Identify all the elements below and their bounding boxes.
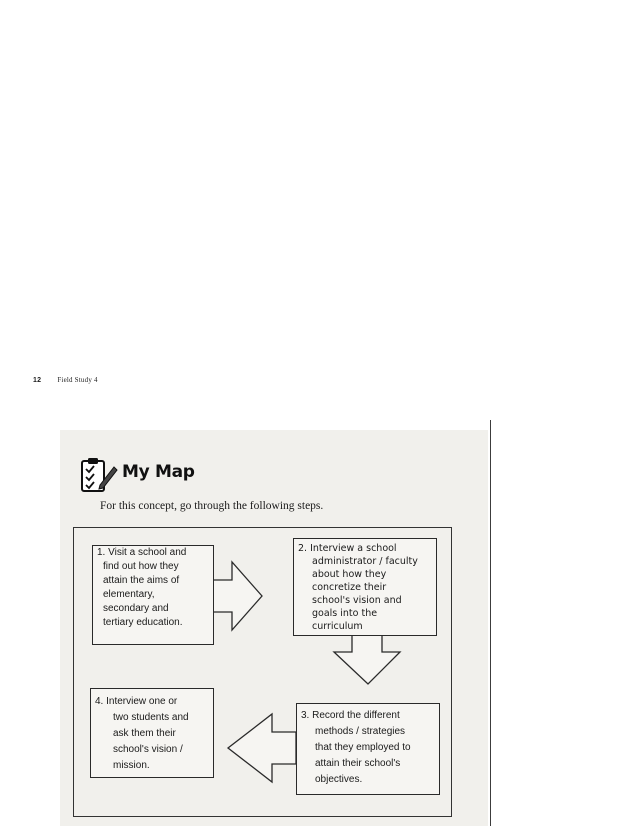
arrow-down-icon — [334, 634, 400, 684]
step-1-line: tertiary education. — [103, 617, 183, 628]
step-3-line: attain their school's — [315, 758, 401, 769]
step-3-line: objectives. — [315, 774, 363, 785]
step-3-line: that they employed to — [315, 742, 411, 753]
step-1-line: secondary and — [103, 603, 169, 614]
running-title: Field Study 4 — [57, 376, 98, 384]
step-4-box — [90, 688, 214, 778]
arrow-right-icon — [212, 562, 262, 630]
instruction-text: For this concept, go through the following steps. — [100, 500, 324, 512]
step-2-line: about how they — [312, 569, 387, 580]
step-3-box — [296, 703, 440, 795]
arrow-left-icon — [228, 714, 296, 782]
step-1-line: find out how they — [103, 561, 179, 572]
step-4-line: school's vision / — [113, 744, 183, 755]
section-title: My Map — [122, 462, 195, 482]
step-2-box — [293, 538, 437, 636]
step-3-line: methods / strategies — [315, 726, 406, 737]
step-2-line: goals into the — [312, 608, 378, 619]
step-2-line: 2. Interview a school — [298, 543, 397, 554]
step-4-line: two students and — [113, 712, 189, 723]
step-4-line: 4. Interview one or — [95, 696, 178, 707]
step-4-line: mission. — [113, 760, 150, 771]
step-1-line: elementary, — [103, 589, 155, 600]
step-2-line: school's vision and — [312, 595, 402, 606]
step-2-line: concretize their — [312, 582, 387, 593]
step-3-line: 3. Record the different — [301, 710, 400, 721]
step-1-box — [92, 545, 214, 645]
step-1-line: attain the aims of — [103, 575, 180, 586]
step-1-line: 1. Visit a school and — [97, 547, 187, 558]
step-2-line: administrator / faculty — [312, 556, 418, 567]
page-number: 12 — [33, 377, 42, 384]
step-2-line: curriculum — [312, 621, 363, 632]
step-4-line: ask them their — [113, 728, 176, 739]
